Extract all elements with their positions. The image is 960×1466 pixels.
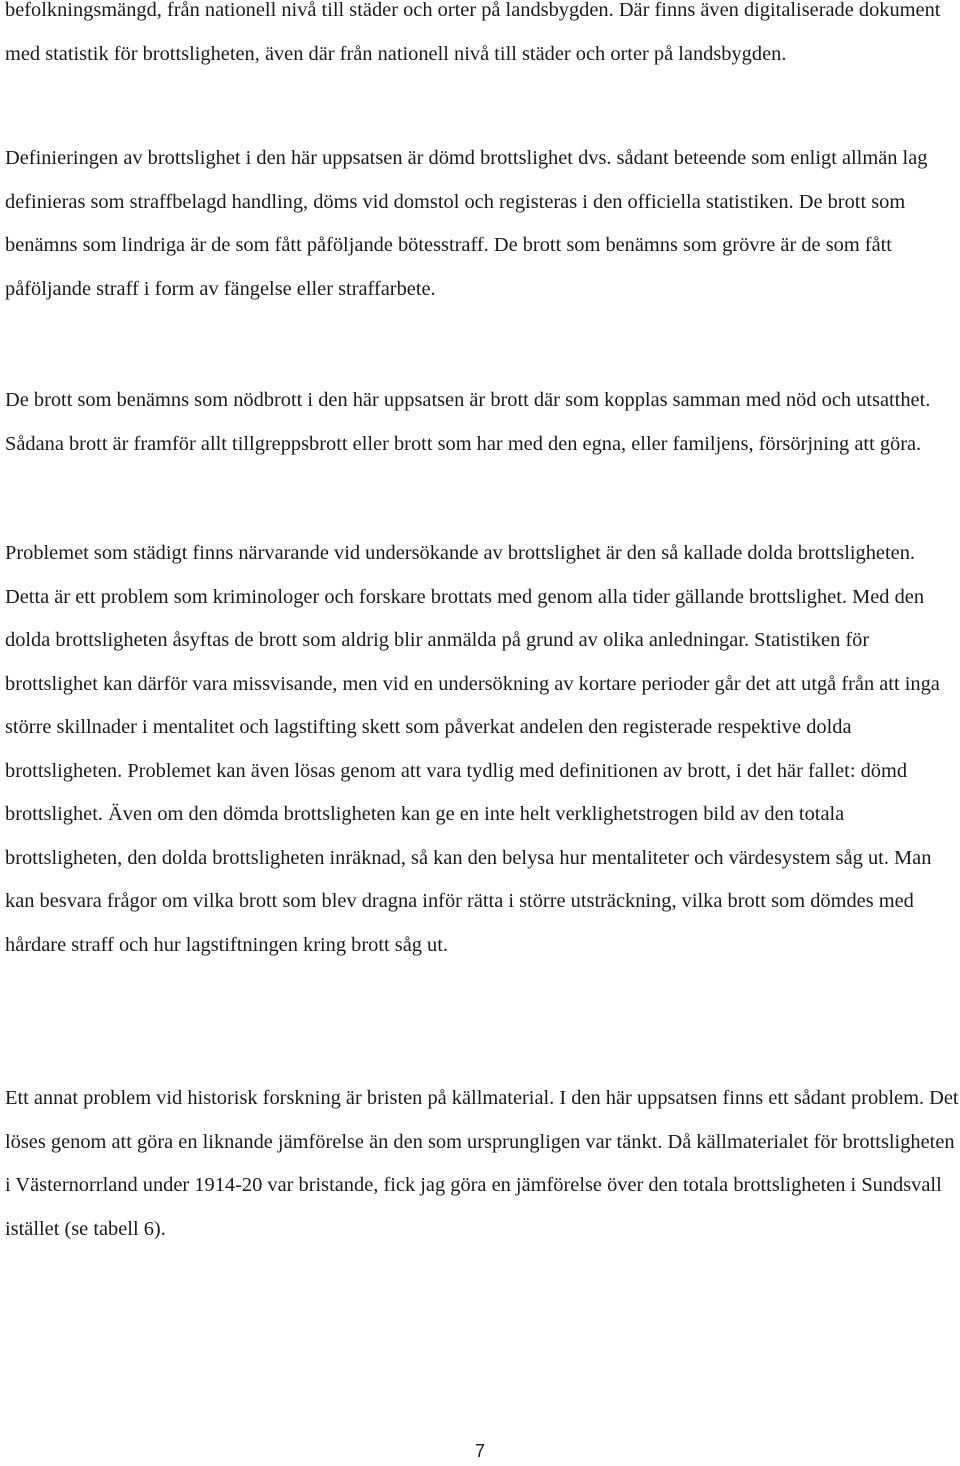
paragraph-population-statistics: befolkningsmängd, från nationell nivå till städer och orter på landsbygden. Där finns även digitaliserade dokument med statistik för brottsligheten, även där från nationell nivå till städer och orter på landsbygden. <box>5 0 941 65</box>
paragraph-need-crimes: De brott som benämns som nödbrott i den här uppsatsen är brott där som kopplas samman med nöd och utsatthet. Sådana brott är framför allt tillgreppsbrott eller brott som har med den egna, eller familjens, försörjning att göra. <box>5 389 931 455</box>
paragraph-hidden-crime: Problemet som städigt finns närvarande vid undersökande av brottslighet är den så kallade dolda brottsligheten. Detta är ett problem som kriminologer och forskare brottats med genom alla tider gällande brottslighet. Med den dolda brottsligheten åsyftas de brott som aldrig blir anmälda på grund av olika anledningar. Statistiken för brottslighet kan därför vara missvisande, men vid en undersökning av kortare perioder går det att utgå från att inga större skillnader i mentalitet och lagstifting skett som påverkat andelen den registerade respektive dolda brottsligheten. Problemet kan även lösas genom att vara tydlig med definitionen av brott, i det här fallet: dömd brottslighet. Även om den dömda brottsligheten kan ge en inte helt verklighetstrogen bild av den totala brottsligheten, den dolda brottsligheten inräknad, så kan den belysa hur mentaliteter och värdesystem såg ut. Man kan besvara frågor om vilka brott som blev dragna inför rätta i större utsträckning, vilka brott som dömdes med hårdare straff och hur lagstiftningen kring brott såg ut. <box>5 542 940 956</box>
paragraph-source-material: Ett annat problem vid historisk forskning är bristen på källmaterial. I den här uppsatsen finns ett sådant problem. Det löses genom att göra en liknande jämförelse än den som ursprungligen var tänkt. Då källmaterialet för brottsligheten i Västernorrland under 1914-20 var bristande, fick jag göra en jämförelse över den totala brottsligheten i Sundsvall istället (se tabell 6). <box>5 1087 959 1240</box>
paragraph-crime-definition: Definieringen av brottslighet i den här uppsatsen är dömd brottslighet dvs. sådant beteende som enligt allmän lag definieras som straffbelagd handling, döms vid domstol och registeras i den officiella statistiken. De brott som benämns som lindriga är de som fått påföljande bötesstraff. De brott som benämns som grövre är de som fått påföljande straff i form av fängelse eller straffarbete. <box>5 147 928 300</box>
page-number: 7 <box>474 1441 485 1461</box>
